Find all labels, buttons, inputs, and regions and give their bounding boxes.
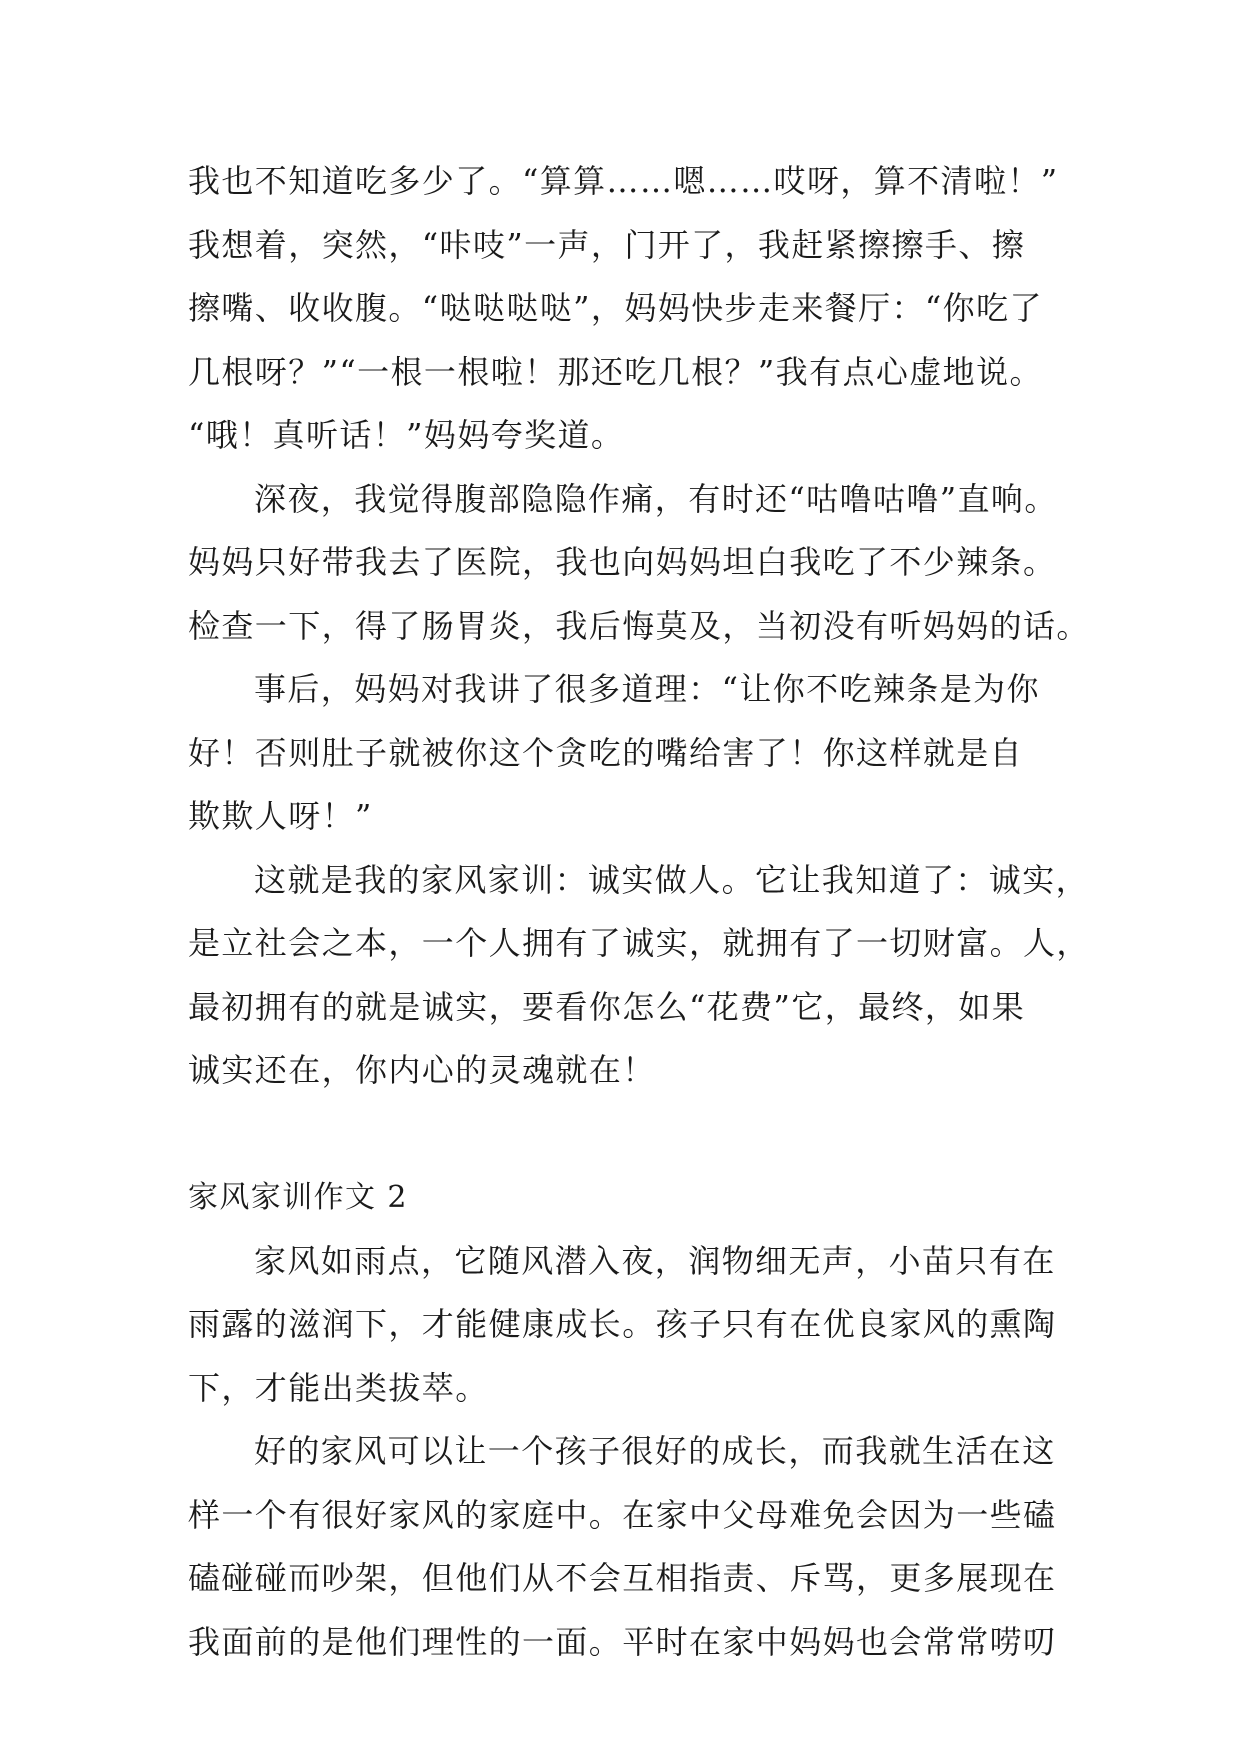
text-line: 最初拥有的就是诚实，要看你怎么“花费”它，最终，如果: [188, 987, 1026, 1026]
text-line: “哦！真听话！”妈妈夸奖道。: [188, 416, 625, 454]
text-line: 我面前的是他们理性的一面。平时在家中妈妈也会常常唠叨: [188, 1622, 1057, 1661]
text-line: 好！否则肚子就被你这个贪吃的嘴给害了！你这样就是自: [188, 733, 1024, 772]
section-heading: 家风家训作文 2: [188, 1180, 408, 1215]
text-line: 雨露的滋润下，才能健康成长。孩子只有在优良家风的熏陶: [188, 1305, 1057, 1343]
section-gap: [188, 1103, 1088, 1167]
text-line: 下，才能出类拔萃。: [188, 1368, 489, 1407]
paragraph-start-line: 深夜，我觉得腹部隐隐作痛，有时还“咕噜咕噜”直响。: [254, 479, 1058, 518]
text-line: 妈妈只好带我去了医院，我也向妈妈坦白我吃了不少辣条。: [188, 543, 1057, 581]
text-line: 诚实还在，你内心的灵魂就在！: [188, 1051, 656, 1089]
paragraph-start-line: 家风如雨点，它随风潜入夜，润物细无声，小苗只有在: [254, 1241, 1056, 1280]
paragraph-start-line: 这就是我的家风家训：诚实做人。它让我知道了：诚实，: [254, 860, 1090, 899]
text-line: 擦嘴、收收腹。“哒哒哒哒”，妈妈快步走来餐厅：“你吃了: [188, 289, 1043, 327]
text-line: 检查一下，得了肠胃炎，我后悔莫及，当初没有听妈妈的话。: [188, 606, 1090, 645]
text-line: 我也不知道吃多少了。“算算……嗯……哎呀，算不清啦！”: [188, 162, 1059, 200]
text-line: 是立社会之本，一个人拥有了诚实，就拥有了一切财富。人，: [188, 924, 1090, 962]
paragraph-start-line: 好的家风可以让一个孩子很好的成长，而我就生活在这: [254, 1432, 1056, 1470]
document-body: [188, 150, 1088, 1674]
text-line: 磕碰碰而吵架，但他们从不会互相指责、斥骂，更多展现在: [188, 1559, 1057, 1597]
text-line: 样一个有很好家风的家庭中。在家中父母难免会因为一些磕: [188, 1495, 1057, 1534]
text-line: 我想着，突然，“咔吱”一声，门开了，我赶紧擦擦手、擦: [188, 225, 1026, 264]
text-line: 几根呀？”“一根一根啦！那还吃几根？”我有点心虚地说。: [188, 352, 1043, 391]
paragraph-start-line: 事后，妈妈对我讲了很多道理：“让你不吃辣条是为你: [254, 670, 1040, 708]
text-line: 欺欺人呀！”: [188, 797, 373, 835]
